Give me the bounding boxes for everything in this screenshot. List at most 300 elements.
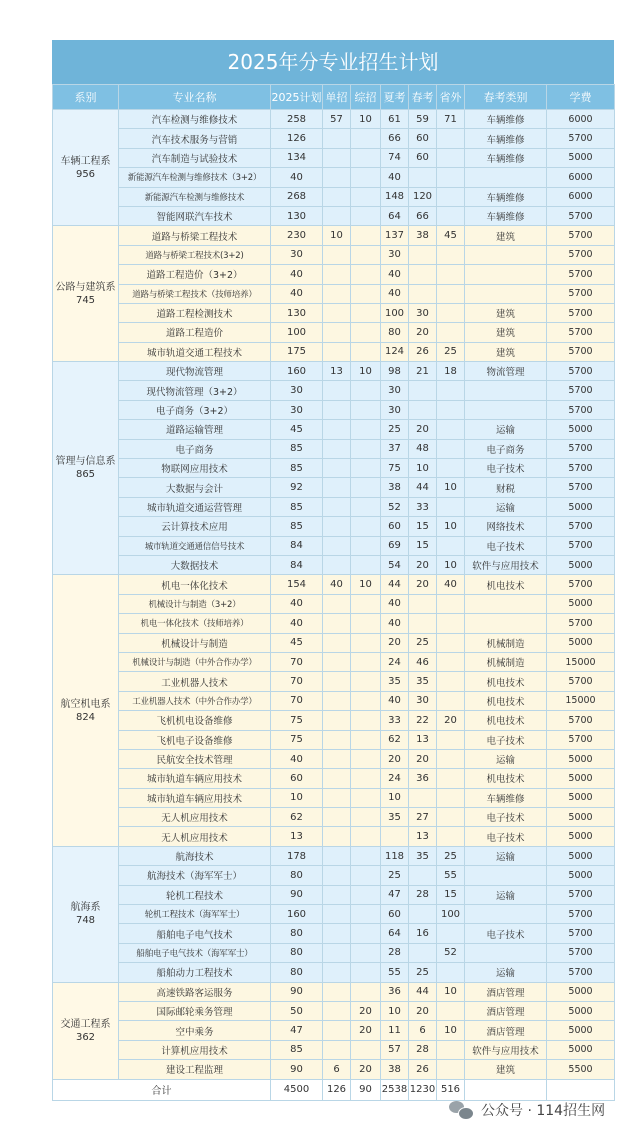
- table-cell: [351, 517, 381, 536]
- table-cell: 5700: [547, 226, 615, 245]
- total-cell: 516: [437, 1079, 465, 1100]
- table-cell: [437, 129, 465, 148]
- table-cell: [323, 342, 351, 361]
- table-cell: 36: [381, 982, 409, 1001]
- table-cell: [437, 439, 465, 458]
- major-name-cell: 道路工程造价: [119, 323, 271, 342]
- table-cell: [437, 788, 465, 807]
- table-cell: 62: [271, 808, 323, 827]
- enrollment-table: [52, 84, 615, 1101]
- table-cell: [437, 633, 465, 652]
- table-cell: [351, 730, 381, 749]
- table-cell: 57: [381, 1040, 409, 1059]
- table-cell: 建筑: [465, 323, 547, 342]
- department-cell: [53, 982, 119, 1079]
- table-cell: 120: [409, 187, 437, 206]
- table-cell: 机电技术: [465, 769, 547, 788]
- table-cell: 40: [271, 284, 323, 303]
- table-cell: 118: [381, 846, 409, 865]
- table-cell: [409, 168, 437, 187]
- table-row: [53, 808, 615, 827]
- table-row: [53, 265, 615, 284]
- major-name-cell: 道路与桥梁工程技术（技师培养）: [119, 284, 271, 303]
- table-cell: 100: [437, 905, 465, 924]
- table-cell: 车辆维修: [465, 206, 547, 225]
- table-cell: 60: [409, 129, 437, 148]
- table-cell: 15: [409, 517, 437, 536]
- table-cell: 80: [271, 943, 323, 962]
- total-cell: 90: [351, 1079, 381, 1100]
- table-cell: 电子技术: [465, 536, 547, 555]
- major-name-cell: 电子商务: [119, 439, 271, 458]
- table-cell: 5700: [547, 439, 615, 458]
- col-header: 学费: [547, 85, 615, 110]
- table-cell: [437, 691, 465, 710]
- table-cell: 268: [271, 187, 323, 206]
- table-cell: 40: [271, 265, 323, 284]
- table-cell: 5700: [547, 943, 615, 962]
- table-cell: 46: [409, 652, 437, 671]
- table-cell: 5700: [547, 265, 615, 284]
- table-cell: 5700: [547, 323, 615, 342]
- table-cell: [323, 168, 351, 187]
- table-cell: 33: [381, 711, 409, 730]
- table-cell: 35: [409, 672, 437, 691]
- table-cell: 40: [323, 575, 351, 594]
- major-name-cell: 汽车制造与试验技术: [119, 148, 271, 167]
- table-cell: 20: [351, 1021, 381, 1040]
- table-cell: [351, 963, 381, 982]
- table-cell: 运输: [465, 846, 547, 865]
- table-cell: [437, 303, 465, 322]
- table-cell: 48: [409, 439, 437, 458]
- table-cell: [351, 749, 381, 768]
- table-cell: 85: [271, 459, 323, 478]
- table-cell: 5000: [547, 769, 615, 788]
- table-cell: [323, 633, 351, 652]
- table-row: [53, 168, 615, 187]
- table-cell: [323, 963, 351, 982]
- table-row: [53, 614, 615, 633]
- department-name: 车辆工程系: [60, 155, 111, 167]
- table-cell: 电子技术: [465, 924, 547, 943]
- table-cell: 电子技术: [465, 827, 547, 846]
- table-cell: 5700: [547, 129, 615, 148]
- table-cell: 15000: [547, 652, 615, 671]
- table-cell: 车辆维修: [465, 788, 547, 807]
- table-cell: 22: [409, 711, 437, 730]
- table-cell: 60: [381, 905, 409, 924]
- table-cell: [323, 905, 351, 924]
- table-cell: 40: [271, 168, 323, 187]
- table-cell: 130: [271, 206, 323, 225]
- table-cell: [323, 788, 351, 807]
- table-row: [53, 827, 615, 846]
- table-cell: 24: [381, 769, 409, 788]
- table-cell: [351, 303, 381, 322]
- table-cell: 5700: [547, 672, 615, 691]
- table-cell: 20: [409, 420, 437, 439]
- table-cell: 物流管理: [465, 362, 547, 381]
- table-cell: 20: [409, 575, 437, 594]
- table-cell: 160: [271, 905, 323, 924]
- table-cell: 5700: [547, 885, 615, 904]
- col-header: 春考: [409, 85, 437, 110]
- table-row: [53, 517, 615, 536]
- table-cell: [465, 265, 547, 284]
- table-cell: 5000: [547, 1040, 615, 1059]
- table-cell: 25: [409, 633, 437, 652]
- total-cell: 2538: [381, 1079, 409, 1100]
- table-row: [53, 769, 615, 788]
- wechat-icon: [449, 1099, 475, 1121]
- table-cell: [351, 827, 381, 846]
- table-cell: 38: [409, 226, 437, 245]
- table-cell: 30: [271, 381, 323, 400]
- table-cell: [465, 905, 547, 924]
- table-cell: [323, 924, 351, 943]
- table-cell: [409, 245, 437, 264]
- table-cell: [409, 265, 437, 284]
- department-count: 748: [75, 915, 96, 927]
- table-cell: 20: [409, 749, 437, 768]
- major-name-cell: 新能源汽车检测与维修技术: [119, 187, 271, 206]
- table-row: [53, 245, 615, 264]
- table-cell: 建筑: [465, 342, 547, 361]
- table-cell: [351, 711, 381, 730]
- table-cell: 机械制造: [465, 633, 547, 652]
- table-cell: 38: [381, 478, 409, 497]
- table-cell: 25: [437, 342, 465, 361]
- table-cell: [323, 1021, 351, 1040]
- table-header-row: [53, 85, 615, 110]
- table-cell: [323, 420, 351, 439]
- table-row: [53, 711, 615, 730]
- major-name-cell: 智能网联汽车技术: [119, 206, 271, 225]
- table-cell: [323, 711, 351, 730]
- table-cell: 电子技术: [465, 459, 547, 478]
- table-cell: [323, 555, 351, 574]
- table-cell: 5000: [547, 788, 615, 807]
- major-name-cell: 电子商务（3+2）: [119, 400, 271, 419]
- table-row: [53, 749, 615, 768]
- table-cell: 60: [381, 517, 409, 536]
- table-cell: 10: [323, 226, 351, 245]
- table-cell: [351, 808, 381, 827]
- table-cell: [437, 284, 465, 303]
- table-cell: [465, 168, 547, 187]
- col-header: 2025计划: [271, 85, 323, 110]
- table-cell: 160: [271, 362, 323, 381]
- table-row: [53, 963, 615, 982]
- table-cell: [351, 614, 381, 633]
- table-cell: 40: [381, 594, 409, 613]
- table-cell: 47: [381, 885, 409, 904]
- table-row: [53, 1001, 615, 1020]
- table-cell: 5000: [547, 497, 615, 516]
- table-cell: 24: [381, 652, 409, 671]
- department-name: 交通工程系: [60, 1018, 111, 1030]
- table-cell: [351, 672, 381, 691]
- col-header: 系别: [53, 85, 119, 110]
- table-cell: 137: [381, 226, 409, 245]
- major-name-cell: 物联网应用技术: [119, 459, 271, 478]
- table-cell: 5700: [547, 924, 615, 943]
- table-cell: 84: [271, 536, 323, 555]
- major-name-cell: 工业机器人技术（中外合作办学）: [119, 691, 271, 710]
- table-cell: [351, 594, 381, 613]
- table-cell: 车辆维修: [465, 148, 547, 167]
- total-row: [53, 1079, 615, 1100]
- table-row: [53, 1060, 615, 1079]
- table-cell: 5000: [547, 749, 615, 768]
- footer-watermark: [449, 1098, 629, 1122]
- table-cell: 5700: [547, 478, 615, 497]
- table-cell: 126: [271, 129, 323, 148]
- department-cell: [53, 575, 119, 846]
- table-row: [53, 652, 615, 671]
- table-cell: [437, 614, 465, 633]
- table-cell: 90: [271, 1060, 323, 1079]
- table-cell: 5700: [547, 517, 615, 536]
- table-cell: 11: [381, 1021, 409, 1040]
- table-cell: [437, 749, 465, 768]
- table-row: [53, 672, 615, 691]
- table-cell: [437, 187, 465, 206]
- major-name-cell: 汽车检测与维修技术: [119, 110, 271, 129]
- table-cell: [465, 943, 547, 962]
- table-cell: [323, 129, 351, 148]
- table-cell: 6: [323, 1060, 351, 1079]
- major-name-cell: 道路与桥梁工程技术(3+2): [119, 245, 271, 264]
- table-cell: 59: [409, 110, 437, 129]
- table-cell: [351, 497, 381, 516]
- table-cell: 10: [351, 110, 381, 129]
- major-name-cell: 大数据与会计: [119, 478, 271, 497]
- table-cell: 20: [437, 711, 465, 730]
- table-cell: [437, 148, 465, 167]
- table-cell: [465, 400, 547, 419]
- table-cell: [437, 652, 465, 671]
- table-cell: 软件与应用技术: [465, 1040, 547, 1059]
- table-cell: 5000: [547, 555, 615, 574]
- col-header: 春考类别: [465, 85, 547, 110]
- table-cell: 机电技术: [465, 711, 547, 730]
- department-name: 公路与建筑系: [55, 281, 116, 293]
- table-cell: [437, 381, 465, 400]
- table-cell: [409, 614, 437, 633]
- table-cell: 124: [381, 342, 409, 361]
- table-cell: 52: [437, 943, 465, 962]
- table-cell: 5700: [547, 459, 615, 478]
- table-row: [53, 885, 615, 904]
- table-row: [53, 439, 615, 458]
- total-cell: [547, 1079, 615, 1100]
- table-row: [53, 1040, 615, 1059]
- table-cell: [323, 536, 351, 555]
- table-row: [53, 594, 615, 613]
- table-cell: 15000: [547, 691, 615, 710]
- table-cell: 20: [381, 749, 409, 768]
- table-cell: 45: [271, 420, 323, 439]
- table-cell: [323, 982, 351, 1001]
- table-cell: 27: [409, 808, 437, 827]
- table-cell: 85: [271, 517, 323, 536]
- table-cell: [351, 866, 381, 885]
- table-cell: 5000: [547, 982, 615, 1001]
- table-cell: [409, 400, 437, 419]
- table-row: [53, 846, 615, 865]
- total-cell: 1230: [409, 1079, 437, 1100]
- page-title: 2025年分专业招生计划: [52, 40, 614, 84]
- table-cell: 74: [381, 148, 409, 167]
- table-cell: 运输: [465, 885, 547, 904]
- table-cell: 178: [271, 846, 323, 865]
- major-name-cell: 航海技术（海军军士）: [119, 866, 271, 885]
- table-cell: 98: [381, 362, 409, 381]
- table-cell: 175: [271, 342, 323, 361]
- table-cell: [351, 769, 381, 788]
- table-cell: 61: [381, 110, 409, 129]
- table-cell: 90: [271, 885, 323, 904]
- table-cell: 电子技术: [465, 808, 547, 827]
- table-cell: 5700: [547, 730, 615, 749]
- major-name-cell: 新能源汽车检测与维修技术（3+2）: [119, 168, 271, 187]
- table-cell: [323, 1001, 351, 1020]
- table-cell: 10: [351, 575, 381, 594]
- table-cell: [323, 439, 351, 458]
- table-cell: 75: [271, 711, 323, 730]
- table-cell: 258: [271, 110, 323, 129]
- table-cell: [323, 691, 351, 710]
- table-cell: [323, 730, 351, 749]
- table-cell: 47: [271, 1021, 323, 1040]
- table-cell: [437, 924, 465, 943]
- table-cell: 5700: [547, 381, 615, 400]
- table-cell: 5700: [547, 711, 615, 730]
- table-cell: [351, 284, 381, 303]
- major-name-cell: 机电一体化技术: [119, 575, 271, 594]
- table-cell: 38: [381, 1060, 409, 1079]
- table-cell: 28: [409, 885, 437, 904]
- table-cell: 5700: [547, 245, 615, 264]
- table-cell: [409, 905, 437, 924]
- table-cell: [465, 381, 547, 400]
- major-name-cell: 机电一体化技术（技师培养）: [119, 614, 271, 633]
- table-cell: 15: [437, 885, 465, 904]
- table-cell: [437, 168, 465, 187]
- table-cell: [351, 342, 381, 361]
- table-cell: 70: [271, 691, 323, 710]
- table-cell: 30: [381, 381, 409, 400]
- major-name-cell: 现代物流管理: [119, 362, 271, 381]
- table-row: [53, 362, 615, 381]
- table-cell: [437, 497, 465, 516]
- major-name-cell: 现代物流管理（3+2）: [119, 381, 271, 400]
- table-cell: [323, 827, 351, 846]
- table-cell: [437, 1060, 465, 1079]
- table-cell: [351, 439, 381, 458]
- table-cell: 18: [437, 362, 465, 381]
- table-cell: 10: [381, 788, 409, 807]
- major-name-cell: 城市轨道车辆应用技术: [119, 788, 271, 807]
- table-cell: 30: [271, 245, 323, 264]
- table-cell: [437, 730, 465, 749]
- table-cell: [381, 827, 409, 846]
- table-cell: 建筑: [465, 226, 547, 245]
- major-name-cell: 轮机工程技术: [119, 885, 271, 904]
- table-cell: [351, 555, 381, 574]
- table-cell: [351, 633, 381, 652]
- table-cell: [409, 788, 437, 807]
- major-name-cell: 建设工程监理: [119, 1060, 271, 1079]
- major-name-cell: 道路工程检测技术: [119, 303, 271, 322]
- table-cell: 13: [409, 730, 437, 749]
- table-cell: 134: [271, 148, 323, 167]
- department-name: 航空机电系: [60, 698, 111, 710]
- table-row: [53, 866, 615, 885]
- table-cell: 25: [437, 846, 465, 865]
- table-cell: [351, 129, 381, 148]
- department-count: 362: [75, 1031, 96, 1043]
- table-cell: 20: [409, 555, 437, 574]
- table-cell: [437, 323, 465, 342]
- table-cell: 车辆维修: [465, 187, 547, 206]
- table-cell: 75: [271, 730, 323, 749]
- table-cell: 5700: [547, 614, 615, 633]
- table-row: [53, 303, 615, 322]
- table-cell: [323, 1040, 351, 1059]
- table-cell: 财税: [465, 478, 547, 497]
- col-header: 省外: [437, 85, 465, 110]
- table-cell: 15: [409, 536, 437, 555]
- major-name-cell: 飞机电子设备维修: [119, 730, 271, 749]
- table-cell: [437, 420, 465, 439]
- table-cell: [323, 652, 351, 671]
- table-row: [53, 459, 615, 478]
- col-header: 单招: [323, 85, 351, 110]
- table-cell: 55: [437, 866, 465, 885]
- table-cell: 30: [381, 400, 409, 419]
- table-cell: 66: [409, 206, 437, 225]
- table-cell: [351, 982, 381, 1001]
- department-count: 956: [75, 168, 96, 180]
- table-cell: 机械制造: [465, 652, 547, 671]
- table-row: [53, 905, 615, 924]
- table-cell: 10: [437, 555, 465, 574]
- table-row: [53, 1021, 615, 1040]
- department-cell: [53, 846, 119, 982]
- table-cell: [437, 400, 465, 419]
- table-cell: 电子技术: [465, 730, 547, 749]
- table-cell: 70: [271, 672, 323, 691]
- table-cell: 21: [409, 362, 437, 381]
- major-name-cell: 空中乘务: [119, 1021, 271, 1040]
- table-cell: [351, 187, 381, 206]
- major-name-cell: 机械设计与制造: [119, 633, 271, 652]
- department-cell: [53, 362, 119, 575]
- table-cell: [351, 885, 381, 904]
- table-cell: 5000: [547, 420, 615, 439]
- table-cell: [409, 381, 437, 400]
- table-cell: 75: [381, 459, 409, 478]
- table-cell: 网络技术: [465, 517, 547, 536]
- table-row: [53, 284, 615, 303]
- table-cell: 机电技术: [465, 672, 547, 691]
- col-header: 专业名称: [119, 85, 271, 110]
- table-cell: 5000: [547, 866, 615, 885]
- table-cell: 80: [381, 323, 409, 342]
